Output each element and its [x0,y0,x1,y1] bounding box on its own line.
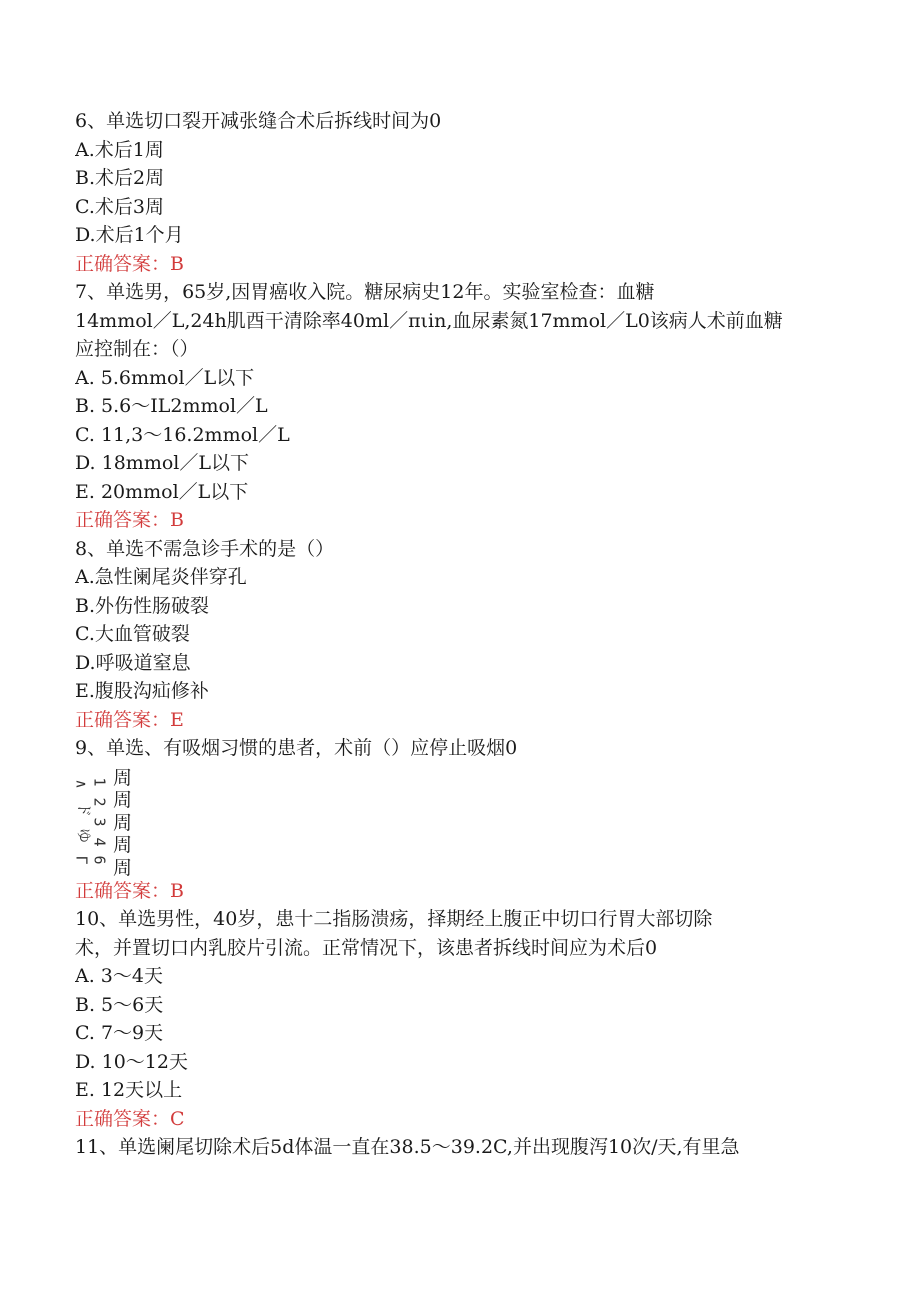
question-stem: 8、单选不需急诊手术的是（） [75,537,335,560]
question-11 [75,1133,845,1162]
question-stem: 术，并置切口内乳胶片引流。正常情况下，该患者拆线时间应为术后0 [75,936,658,959]
question-stem: 14mmol／L,24h肌酉干清除率40ml／πιin,血尿素氮17mmol／L0该病人术前血糖 [75,309,783,332]
garbled-glyph: 3 [90,816,109,827]
answer-line: 正确答案：B [75,252,184,275]
option-d: D.呼吸道窒息 [75,651,191,674]
question-stem: 6、单选切口裂开减张缝合术后拆线时间为0 [75,110,442,132]
option-c: C.大血管破裂 [75,623,190,645]
option-c: C.术后3周 [75,195,164,218]
question-stem: 10、单选男性，40岁，患十二指肠溃疡，择期经上腹正中切口行胃大部切除 [75,908,713,930]
garbled-glyph: ド [75,801,94,817]
question-7 [75,278,845,535]
garbled-glyph: 4 [90,836,109,847]
answer-line: 正确答案：B [75,879,184,902]
option-d: D. 18mmol／L以下 [75,452,249,474]
question-9 [72,734,845,905]
option-b: B.外伤性肠破裂 [75,594,210,617]
option-d: D. 10～12天 [75,1050,188,1073]
question-stem: 应控制在：（） [75,338,199,360]
option-c: 周 [113,811,133,834]
question-stem: 9、单选、有吸烟习惯的患者，术前（）应停止吸烟0 [75,737,518,759]
garbled-glyph: ∧ [72,778,91,789]
question-stem: 7、单选男，65岁,因胃癌收入院。糖尿病史12年。实验室检查：血糖 [75,281,655,303]
garbled-glyph: Γ [72,854,91,865]
option-a: A. 3～4天 [75,965,163,987]
garbled-glyph: 6 [90,854,109,865]
option-e: E. 20mmol／L以下 [75,480,249,503]
option-e: E. 12天以上 [75,1079,183,1101]
option-a: A. 5.6mmol／L以下 [75,366,255,389]
question-8 [75,535,845,735]
option-e: E.腹股沟疝修补 [75,680,209,702]
garbled-glyph: 2 [90,796,109,807]
answer-line: 正确答案：C [75,1107,185,1130]
question-stem: 11、单选阑尾切除术后5d体温一直在38.5～39.2C,并出现腹泻10次/天,有里急 [75,1136,740,1158]
option-b: B. 5～6天 [75,993,164,1016]
option-e: 周 [113,856,133,879]
question-10 [75,905,845,1133]
garbled-glyph: ゆ [75,827,94,843]
answer-line: 正确答案：B [75,509,184,531]
garbled-glyph: 1 [90,776,109,787]
option-a: A.术后1周 [75,138,164,161]
answer-line: 正确答案：E [75,708,184,731]
option-d: 周 [113,834,133,856]
option-b: B. 5.6～IL2mmol／L [75,395,268,417]
garbled-glyphs [72,773,111,873]
garbled-options-block [72,766,845,879]
option-d: D.术后1个月 [75,224,184,246]
option-a: 周 [113,766,133,789]
option-b: 周 [113,789,133,811]
question-6 [75,107,845,278]
document-page [72,107,845,1162]
option-b: B.术后2周 [75,167,165,189]
option-c: C. 11,3～16.2mmol／L [75,423,290,446]
option-c: C. 7～9天 [75,1022,164,1044]
option-a: A.急性阑尾炎伴穿孔 [75,566,247,588]
